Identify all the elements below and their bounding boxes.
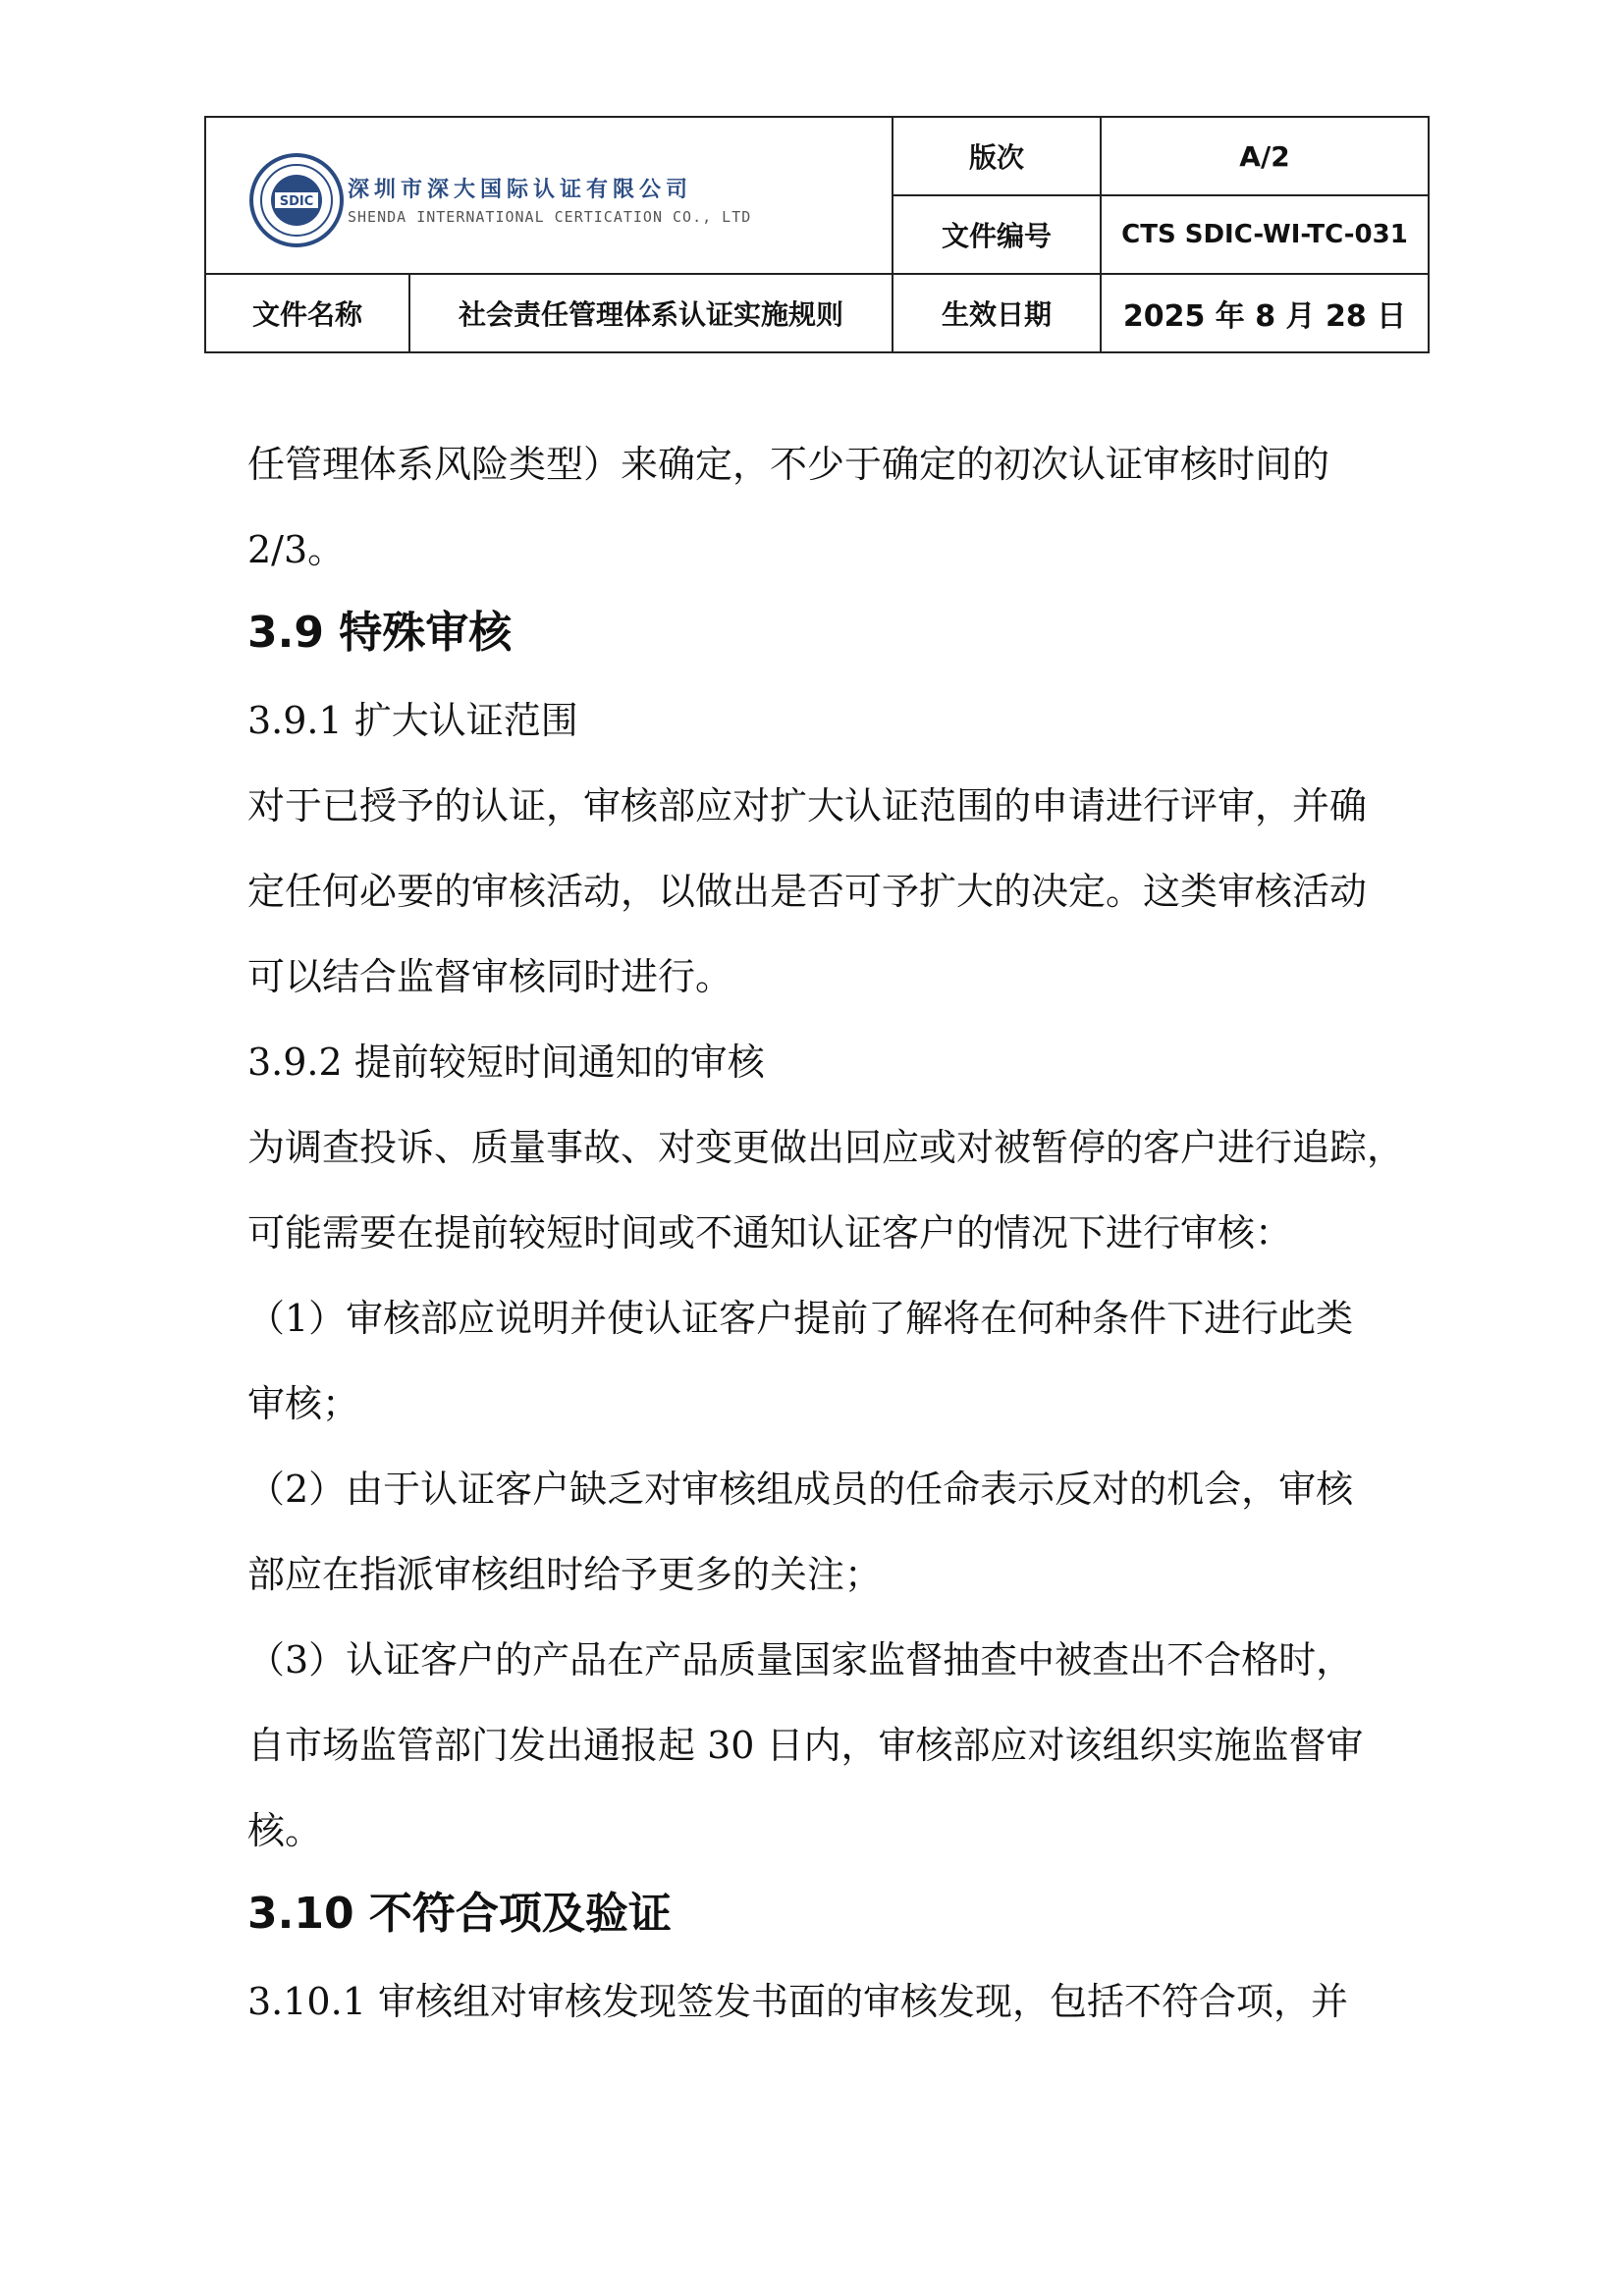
company-logo <box>249 153 752 261</box>
paragraph-line: 任管理体系风险类型）来确定，不少于确定的初次认证审核时间的 <box>247 443 1330 486</box>
subsection-3-10-1-line: 3.10.1 审核组对审核发现签发书面的审核发现，包括不符合项，并 <box>247 1980 1348 2023</box>
version-value: A/2 <box>1239 139 1290 173</box>
list-item-3-end: 核。 <box>247 1809 323 1852</box>
logo-text: SDIC <box>279 194 314 209</box>
list-item-1: （1）审核部应说明并使认证客户提前了解将在何种条件下进行此类 <box>247 1297 1354 1340</box>
effective-date-value: 2025 年 8 月 28 日 <box>1122 299 1407 334</box>
list-item-3-continued: 自市场监管部门发出通报起 30 日内，审核部应对该组织实施监督审 <box>247 1724 1364 1767</box>
document-header-table <box>204 116 1430 353</box>
list-item-2-continued: 部应在指派审核组时给予更多的关注； <box>247 1553 883 1596</box>
subsection-heading-3-9-2: 3.9.2 提前较短时间通知的审核 <box>247 1041 765 1084</box>
company-name-cn: 深圳市深大国际认证有限公司 <box>348 178 693 202</box>
subsection-heading-3-9-1: 3.9.1 扩大认证范围 <box>247 699 578 742</box>
document-name-label: 文件名称 <box>251 298 362 331</box>
document-name-value: 社会责任管理体系认证实施规则 <box>458 298 843 331</box>
list-item-3: （3）认证客户的产品在产品质量国家监督抽查中被查出不合格时， <box>247 1638 1354 1682</box>
section-heading-3-9: 3.9 特殊审核 <box>247 608 513 658</box>
document-number-value: CTS SDIC-WI-TC-031 <box>1121 220 1408 249</box>
effective-date-label: 生效日期 <box>941 298 1052 331</box>
paragraph-line: 可以结合监督审核同时进行。 <box>247 955 733 998</box>
paragraph-line: 2/3。 <box>247 528 346 571</box>
paragraph-line: 定任何必要的审核活动，以做出是否可予扩大的决定。这类审核活动 <box>247 870 1368 913</box>
section-heading-3-10: 3.10 不符合项及验证 <box>247 1889 672 1939</box>
paragraph-line: 为调查投诉、质量事故、对变更做出回应或对被暂停的客户进行追踪， <box>247 1126 1405 1169</box>
paragraph-line: 可能需要在提前较短时间或不通知认证客户的情况下进行审核： <box>247 1211 1293 1255</box>
list-item-1-continued: 审核； <box>247 1382 360 1425</box>
list-item-2: （2）由于认证客户缺乏对审核组成员的任命表示反对的机会，审核 <box>247 1468 1354 1511</box>
version-label: 版次 <box>968 141 1024 174</box>
company-seal-icon <box>249 153 344 247</box>
paragraph-line: 对于已授予的认证，审核部应对扩大认证范围的申请进行评审，并确 <box>247 784 1368 828</box>
document-number-label: 文件编号 <box>941 220 1052 252</box>
company-name-en: SHENDA INTERNATIONAL CERTICATION CO., LTD <box>348 208 752 226</box>
